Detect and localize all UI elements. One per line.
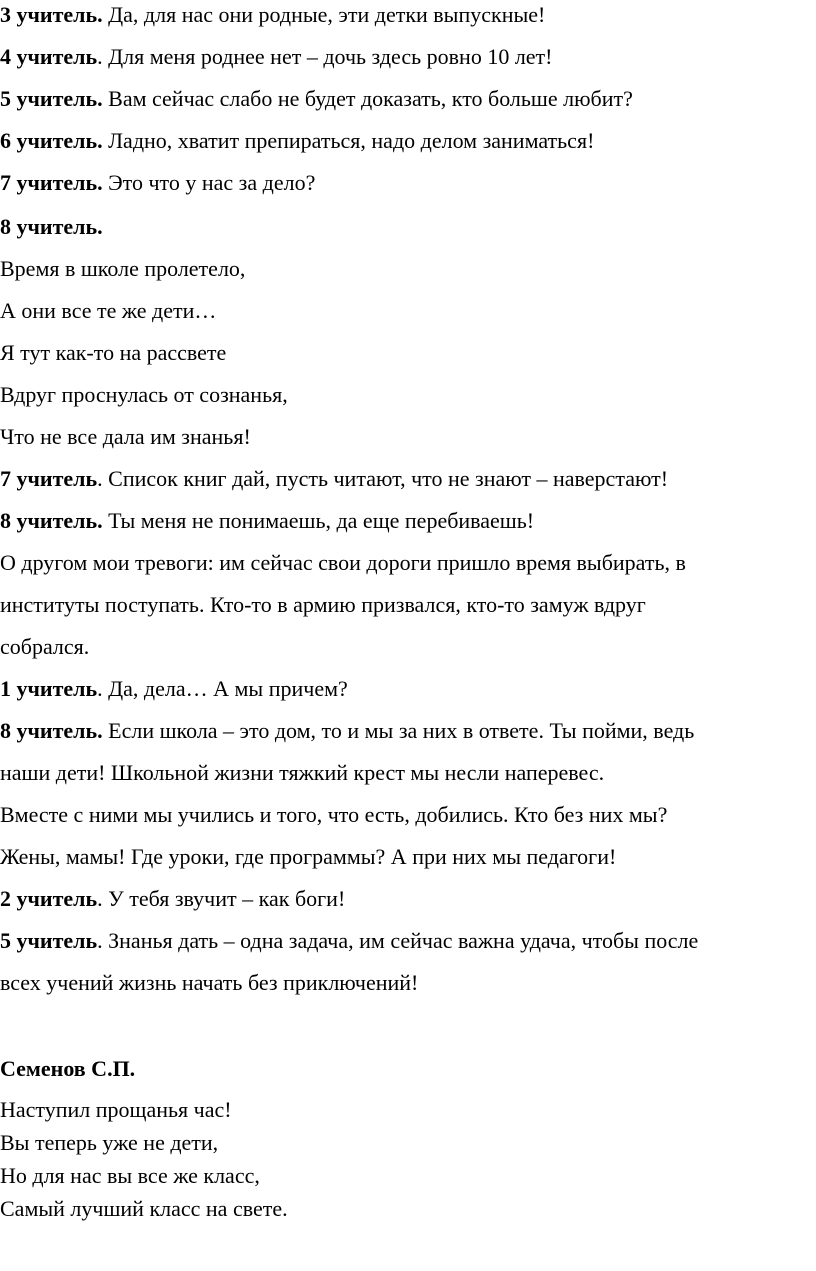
- line-text: собрался.: [0, 634, 90, 659]
- speaker-label: 6 учитель.: [0, 128, 103, 153]
- dialogue-line: [0, 552, 812, 574]
- dialogue-line: [0, 216, 812, 238]
- poem-line: Вы теперь уже не дети,: [0, 1130, 219, 1155]
- line-text: Время в школе пролетело,: [0, 256, 246, 281]
- dialogue-line: [0, 846, 812, 868]
- line-text: . Знанья дать – одна задача, им сейчас важна удача, чтобы после: [97, 928, 699, 953]
- line-text: Я тут как-то на рассвете: [0, 340, 227, 365]
- speaker-label: 5 учитель.: [0, 86, 103, 111]
- speaker-label: 5 учитель: [0, 928, 98, 953]
- dialogue-line: [0, 172, 812, 194]
- line-text: Ты меня не понимаешь, да еще перебиваешь!: [102, 508, 535, 533]
- line-text: Это что у нас за дело?: [102, 170, 316, 195]
- verse-line: [0, 300, 812, 322]
- verse-line: [0, 426, 812, 448]
- line-text: А они все те же дети…: [0, 298, 217, 323]
- dialogue-line: [0, 510, 812, 532]
- line-text: Если школа – это дом, то и мы за них в ответе. Ты пойми, ведь: [102, 718, 695, 743]
- speaker-label: 8 учитель.: [0, 508, 103, 533]
- dialogue-line: [0, 804, 812, 826]
- line-text: Вместе с ними мы учились и того, что есть, добились. Кто без них мы?: [0, 802, 668, 827]
- poem-line: Наступил прощанья час!: [0, 1097, 232, 1122]
- line-text: Вам сейчас слабо не будет доказать, кто больше любит?: [102, 86, 633, 111]
- verse-line: [0, 342, 812, 364]
- speaker-label: 4 учитель: [0, 44, 98, 69]
- line-text: О другом мои тревоги: им сейчас свои дороги пришло время выбирать, в: [0, 550, 686, 575]
- dialogue-line: [0, 720, 812, 742]
- line-text: институты поступать. Кто-то в армию призвался, кто-то замуж вдруг: [0, 592, 646, 617]
- verse-line: [0, 384, 812, 406]
- speaker-label: 7 учитель: [0, 466, 98, 491]
- line-text: Да, для нас они родные, эти детки выпускные!: [102, 2, 546, 27]
- speaker-label: 8 учитель.: [0, 214, 103, 239]
- speaker-label: 3 учитель.: [0, 2, 103, 27]
- dialogue-line: [0, 972, 812, 994]
- speaker-label: 8 учитель.: [0, 718, 103, 743]
- dialogue-line: [0, 888, 812, 910]
- line-text: . У тебя звучит – как боги!: [97, 886, 346, 911]
- speaker-label: 7 учитель.: [0, 170, 103, 195]
- dialogue-line: [0, 678, 812, 700]
- speaker-label: 2 учитель: [0, 886, 98, 911]
- dialogue-line: [0, 4, 812, 26]
- poem-line: Самый лучший класс на свете.: [0, 1196, 288, 1221]
- author-signature: Семенов С.П.: [0, 1056, 136, 1081]
- dialogue-line: [0, 468, 812, 490]
- dialogue-line: [0, 762, 812, 784]
- line-text: Что не все дала им знанья!: [0, 424, 251, 449]
- line-text: всех учений жизнь начать без приключений!: [0, 970, 419, 995]
- line-text: . Да, дела… А мы причем?: [97, 676, 348, 701]
- dialogue-line: [0, 88, 812, 110]
- dialogue-line: [0, 46, 812, 68]
- line-text: Ладно, хватит препираться, надо делом заниматься!: [102, 128, 595, 153]
- dialogue-line: [0, 130, 812, 152]
- line-text: Вдруг проснулась от сознанья,: [0, 382, 288, 407]
- speaker-label: 1 учитель: [0, 676, 98, 701]
- line-text: . Для меня роднее нет – дочь здесь ровно 10 лет!: [97, 44, 553, 69]
- dialogue-line: [0, 636, 812, 658]
- dialogue-line: [0, 594, 812, 616]
- dialogue-line: [0, 930, 812, 952]
- poem-line: Но для нас вы все же класс,: [0, 1163, 260, 1188]
- line-text: . Список книг дай, пусть читают, что не знают – наверстают!: [97, 466, 669, 491]
- line-text: наши дети! Школьной жизни тяжкий крест мы несли наперевес.: [0, 760, 605, 785]
- verse-line: [0, 258, 812, 280]
- line-text: Жены, мамы! Где уроки, где программы? А при них мы педагоги!: [0, 844, 617, 869]
